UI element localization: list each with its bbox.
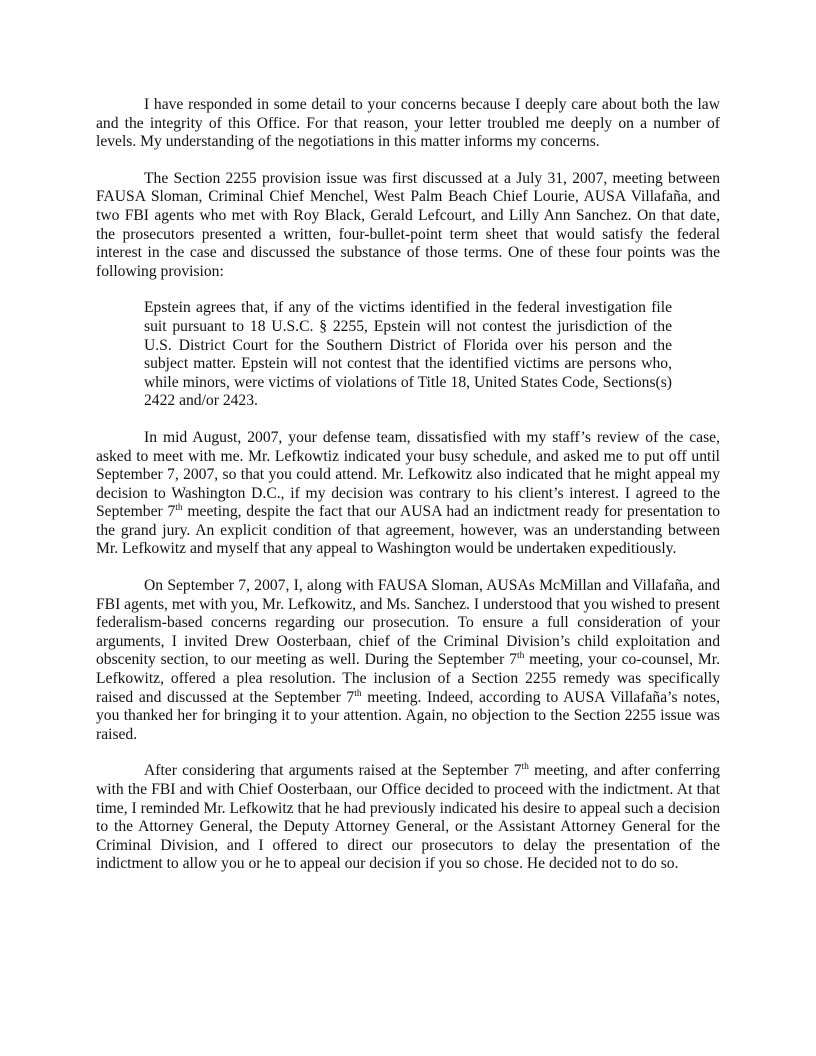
- letter-page: [96, 96, 720, 892]
- ordinal-suffix: th: [354, 688, 362, 699]
- text-segment: meeting, despite the fact that our AUSA had an indictment ready for presentation to the grand jury. An explicit condition of that agreement, however, was an understanding between Mr. Lefkowitz and myself that any appeal to Washington would be undertaken expeditiously.: [96, 503, 720, 558]
- text-segment: In mid August, 2007, your defense team, dissatisfied with my staff’s review of the case, asked to meet with me. Mr. Lefkowtiz indicated your busy schedule, and asked me to put off until September 7, 2007, so that you could attend. Mr. Lefkowitz also indicated that he might appeal my decision to Washington D.C., if my decision was contrary to his client’s interest. I agreed to the September 7: [96, 428, 720, 521]
- ordinal-suffix: th: [521, 762, 529, 773]
- block-quote-provision: Epstein agrees that, if any of the victims identified in the federal investigation file suit pursuant to 18 U.S.C. § 2255, Epstein will not contest the jurisdiction of the U.S. District Court for the Southern District of Florida over his person and the subject matter. Epstein will not contest that the identified victims are persons who, while minors, were victims of violations of Title 18, United States Code, Sections(s) 2422 and/or 2423.: [144, 299, 672, 410]
- text-segment: meeting. Indeed, according to AUSA Villafaña’s notes, you thanked her for bringing it to your attention. Again, no objection to the Section 2255 issue was raised.: [96, 688, 721, 743]
- paragraph-mid-august: [96, 429, 720, 559]
- paragraph-september-7-meeting: [96, 577, 720, 744]
- paragraph-after-considering: [96, 762, 720, 874]
- text-segment: After considering that arguments raised at the September 7: [144, 762, 522, 780]
- text-segment: meeting, your co-counsel, Mr. Lefkowitz, offered a plea resolution. The inclusion of a Section 2255 remedy was specifically raised and discussed at the September 7: [96, 651, 720, 706]
- ordinal-suffix: th: [175, 503, 183, 514]
- paragraph-july-meeting: The Section 2255 provision issue was first discussed at a July 31, 2007, meeting between FAUSA Sloman, Criminal Chief Menchel, West Palm Beach Chief Lourie, AUSA Villafaña, and two FBI agents who met with Roy Black, Gerald Lefcourt, and Lilly Ann Sanchez. On that date, the prosecutors presented a written, four-bullet-point term sheet that would satisfy the federal interest in the case and discussed the substance of those terms. One of these four points was the following provision:: [96, 169, 720, 280]
- text-segment: meeting, and after conferring with the FBI and with Chief Oosterbaan, our Office decided to proceed with the indictment. At that time, I reminded Mr. Lefkowitz that he had previously indicated his desire to appeal such a decision to the Attorney General, the Deputy Attorney General, or the Assistant Attorney General for the Criminal Division, and I offered to direct our prosecutors to delay the presentation of the indictment to allow you or he to appeal our decision if you so chose. He decided not to do so.: [96, 762, 720, 873]
- text-segment: On September 7, 2007, I, along with FAUSA Sloman, AUSAs McMillan and Villafaña, and FBI agents, met with you, Mr. Lefkowitz, and Ms. Sanchez. I understood that you wished to present federalism-based concerns regarding our prosecution. To ensure a full consideration of your arguments, I invited Drew Oosterbaan, chief of the Criminal Division’s child exploitation and obscenity section, to our meeting as well. During the September 7: [96, 577, 720, 669]
- ordinal-suffix: th: [516, 651, 525, 662]
- paragraph-concerns: I have responded in some detail to your concerns because I deeply care about both the law and the integrity of this Office. For that reason, your letter troubled me deeply on a number of levels. My understanding of the negotiations in this matter informs my concerns.: [96, 96, 720, 151]
